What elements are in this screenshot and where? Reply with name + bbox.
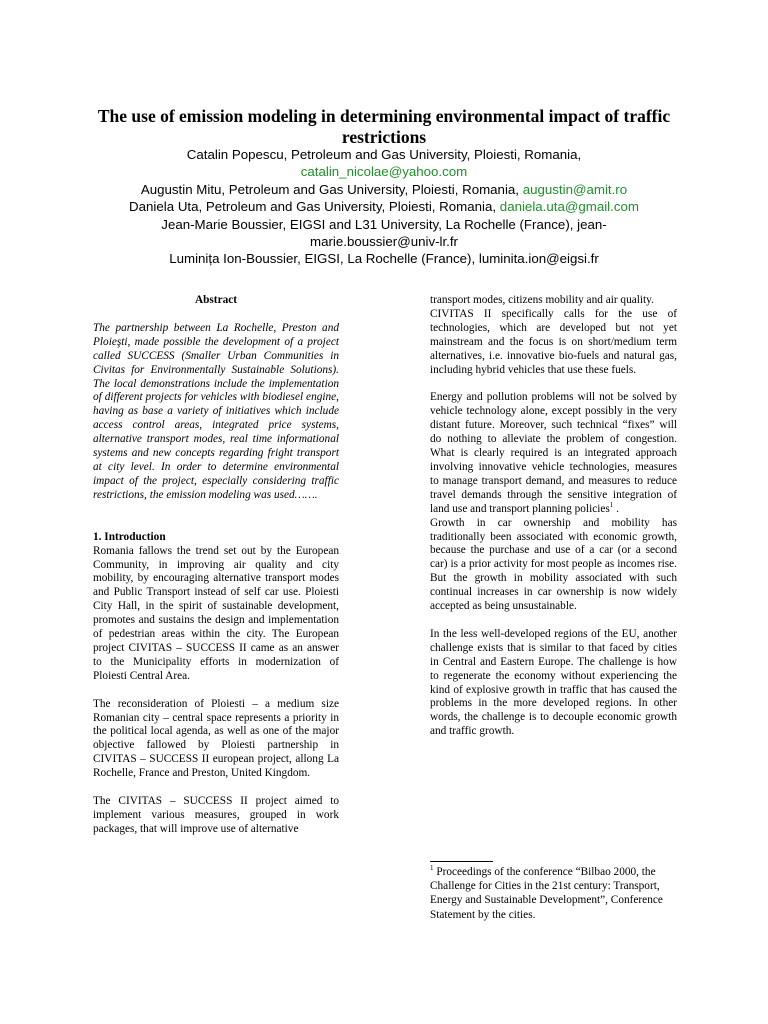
author-affiliation: Augustin Mitu, Petroleum and Gas University, Ploiesti, Romania, — [140, 181, 519, 197]
footnote-mark: 1 — [430, 864, 434, 873]
right-paragraph-3-text: Energy and pollution problems will not be solved by vehicle technology alone, except possibly in the very distant future. Moreover, such technical “fixes” will do nothing to alleviate the problem of congestion. What is clearly required is an integrated approach involving innovative vehicle technologies, measures to manage transport demand, and measures to reduce travel demands through the sensitive integration of land use and transport planning policies — [430, 391, 677, 515]
right-column — [430, 294, 677, 739]
intro-paragraph-2: The reconsideration of Ploiesti – a medium size Romanian city – central space represents a priority in the political local agenda, as well as one of the major objective fallowed by Ploiesti partnership in CIVITAS – SUCCESS II european project, allong La Rochelle, France and Preston, United Kingdom. — [93, 697, 339, 780]
left-column — [93, 294, 339, 837]
right-paragraph-2: CIVITAS II specifically calls for the use of technologies, which are developed but not yet mainstream and the focus is on short/medium term alternatives, i.e. innovative bio-fuels and natural gas, including hybrid vehicles that use these fuels. — [430, 307, 677, 376]
intro-paragraph-1: Romania fallows the trend set out by the European Community, in improving air quality and city mobility, by encouraging alternative transport modes and Public Transport instead of self car use. Ploiesti City Hall, in the spirit of sustainable development, promotes and sustains the design and implementation of pedestrian areas within the city. The European project CIVITAS – SUCCESS II came as an answer to the Municipality efforts in modernization of Ploiesti Central Area. — [93, 544, 339, 682]
footnote-reference[interactable]: 1 — [609, 500, 614, 509]
author-email-link[interactable]: daniela.uta@gmail.com — [499, 199, 639, 215]
right-paragraph-5: In the less well-developed regions of the EU, another challenge exists that is similar to that faced by cities in Central and Eastern Europe. The challenge is how to regenerate the economy without experiencing the kind of explosive growth in traffic that has caused the problems in the more developed regions. In other words, the challenge is to decouple economic growth and traffic growth. — [430, 627, 677, 738]
right-paragraph-1: transport modes, citizens mobility and air quality. — [430, 294, 654, 306]
paper-title: The use of emission modeling in determining environmental impact of traffic restrictions — [97, 106, 671, 147]
right-paragraph-3-end: . — [613, 502, 619, 515]
author-affiliation: Catalin Popescu, Petroleum and Gas University, Ploiesti, Romania, — [186, 147, 582, 162]
author-line-2 — [110, 181, 658, 198]
right-paragraph-4: Growth in car ownership and mobility has traditionally been associated with economic growth, because the purchase and use of a car (or a second car) is a prior activity for most people as incomes rise. But the growth in mobility associated with such continual increases in car ownership is now widely accepted as being unsustainable. — [430, 516, 677, 613]
author-line-1 — [110, 146, 658, 163]
author-affiliation: Daniela Uta, Petroleum and Gas University, Ploiesti, Romania, — [129, 199, 497, 215]
intro-paragraph-3: The CIVITAS – SUCCESS II project aimed to implement various measures, grouped in work packages, that will improve use of alternative — [93, 795, 339, 835]
abstract-body: The partnership between La Rochelle, Preston and Ploieşti, made possible the development of a project called SUCCESS (Smaller Urban Communities in Civitas for Environmentally Sustainable Solutions). The local demonstrations include the implementation of different projects for vehicles with biodiesel engine, having as base a variety of initiatives which include access control areas, integrated price systems, alternative transport modes, real time informational systems and new concepts regarding fright transport at city level. In order to determine environmental impact of the project, especially considering traffic restrictions, the emission modeling was used……. — [93, 321, 339, 501]
author-block — [110, 146, 658, 268]
author-line-5: Luminița Ion-Boussier, EIGSI, La Rochelle (France), luminita.ion@eigsi.fr — [169, 251, 599, 267]
footnote-text: Proceedings of the conference “Bilbao 2000, the Challenge for Cities in the 21st century: Transport, Energy and Sustainable Development”, Conference Statement by the cities. — [430, 866, 663, 921]
author-line-3 — [110, 198, 658, 215]
introduction-heading: 1. Introduction — [93, 530, 166, 543]
right-paragraph-3 — [430, 391, 677, 516]
author-line-1-email — [110, 163, 658, 180]
abstract-heading: Abstract — [194, 294, 238, 306]
author-email-link[interactable]: augustin@amit.ro — [522, 181, 628, 197]
author-line-4: Jean-Marie Boussier, EIGSI and L31 University, La Rochelle (France), jean-marie.boussier@univ-lr.fr — [161, 216, 607, 250]
author-email-link[interactable]: catalin_nicolae@yahoo.com — [300, 164, 468, 180]
footnote — [430, 865, 670, 922]
footnote-divider — [430, 861, 493, 862]
